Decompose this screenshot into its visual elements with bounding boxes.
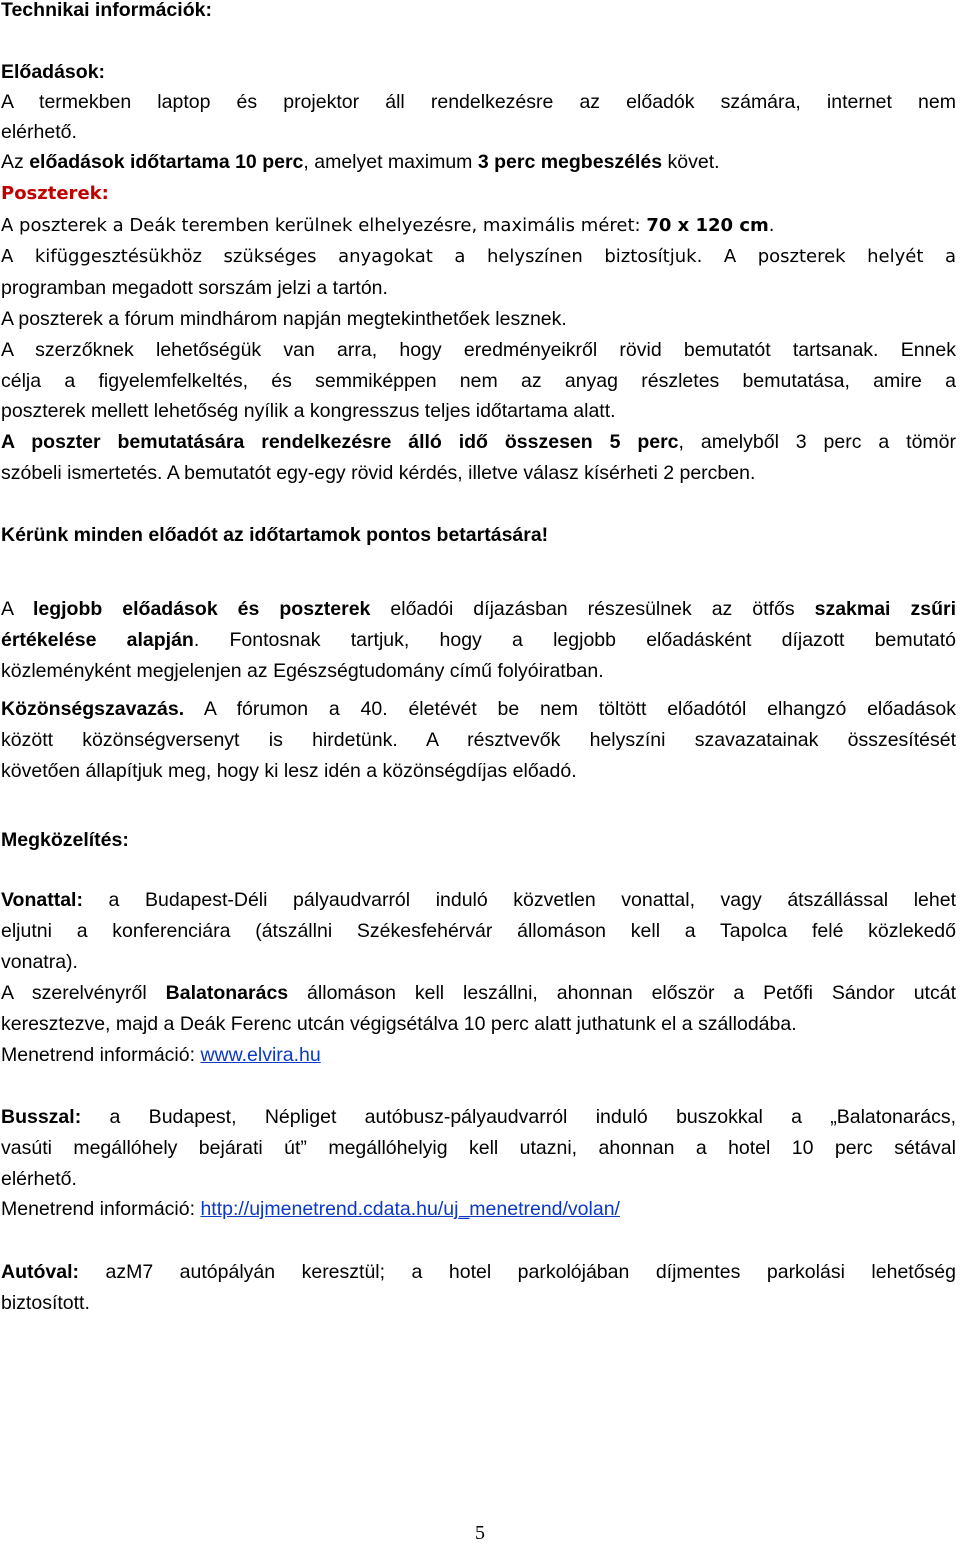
lectures-line-2: elérhető. bbox=[1, 121, 77, 143]
posters-line-3: programban megadott sorszám jelzi a tartón. bbox=[1, 277, 388, 299]
bus-line-3: elérhető. bbox=[1, 1168, 77, 1190]
awards-line-3: közleményként megjelenjen az Egészségtudomány című folyóiratban. bbox=[1, 660, 604, 682]
posters-line-5: A szerzőknek lehetőségük van arra, hogy eredményeikről rövid bemutatót tartsanak. Ennek bbox=[1, 339, 956, 361]
lectures-heading: Előadások: bbox=[1, 61, 106, 83]
train-line-2: eljutni a konferenciára (átszállni Székesfehérvár állomáson kell a Tapolca felé közlekedő bbox=[1, 920, 956, 942]
train-timetable: Menetrend információ: www.elvira.hu bbox=[1, 1044, 321, 1066]
train-line-5: keresztezve, majd a Deák Ferenc utcán végigsétálva 10 perc alatt juthatunk el a szállodába. bbox=[1, 1013, 797, 1035]
approach-heading: Megközelítés: bbox=[1, 829, 129, 851]
vote-line-2: között közönségversenyt is hirdetünk. A résztvevők helyszíni szavazatainak összesítését bbox=[1, 729, 956, 751]
posters-line-1: A poszterek a Deák teremben kerülnek elhelyezésre, maximális méret: 70 x 120 cm. bbox=[1, 215, 775, 236]
posters-heading: Poszterek: bbox=[1, 183, 109, 204]
car-line-1: Autóval: azM7 autópályán keresztül; a hotel parkolójában díjmentes parkolási lehetőség bbox=[1, 1261, 956, 1283]
page-number: 5 bbox=[475, 1522, 485, 1544]
posters-line-2: A kifüggesztésükhöz szükséges anyagokat a helyszínen biztosítjuk. A poszterek helyét a bbox=[1, 246, 956, 267]
posters-line-7: poszterek mellett lehetőség nyílik a kongresszus teljes időtartama alatt. bbox=[1, 400, 616, 422]
train-line-1: Vonattal: a Budapest-Déli pályaudvarról induló közvetlen vonattal, vagy átszállással lehet bbox=[1, 889, 956, 911]
bus-line-1: Busszal: a Budapest, Népliget autóbusz-pályaudvarról induló buszokkal a „Balatonarács, bbox=[1, 1106, 956, 1128]
elvira-link[interactable]: www.elvira.hu bbox=[200, 1044, 321, 1066]
posters-line-9: szóbeli ismertetés. A bemutatót egy-egy rövid kérdés, illetve válasz kísérheti 2 percben. bbox=[1, 462, 756, 484]
posters-line-4: A poszterek a fórum mindhárom napján megtekinthetőek lesznek. bbox=[1, 308, 567, 330]
posters-line-8: A poszter bemutatására rendelkezésre álló idő összesen 5 perc, amelyből 3 perc a tömör bbox=[1, 431, 956, 453]
train-line-4: A szerelvényről Balatonarács állomáson kell leszállni, ahonnan először a Petőfi Sándor utcát bbox=[1, 982, 956, 1004]
vote-line-3: követően állapítjuk meg, hogy ki lesz idén a közönségdíjas előadó. bbox=[1, 760, 577, 782]
bus-timetable: Menetrend információ: http://ujmenetrend.cdata.hu/uj_menetrend/volan/ bbox=[1, 1198, 620, 1220]
vote-line-1: Közönségszavazás. A fórumon a 40. életévét be nem töltött előadótól elhangzó előadások bbox=[1, 698, 956, 720]
bus-line-2: vasúti megállóhely bejárati út” megállóhelyig kell utazni, ahonnan a hotel 10 perc sétával bbox=[1, 1137, 956, 1159]
posters-line-6: célja a figyelemfelkeltés, és semmiképpen nem az anyag részletes bemutatása, amire a bbox=[1, 370, 956, 392]
technical-heading: Technikai információk: bbox=[1, 0, 212, 21]
awards-line-1: A legjobb előadások és poszterek előadói díjazásban részesülnek az ötfős szakmai zsűri bbox=[1, 598, 956, 620]
lectures-line-3: Az előadások időtartama 10 perc, amelyet maximum 3 perc megbeszélés követ. bbox=[1, 151, 720, 173]
lectures-line-1: A termekben laptop és projektor áll rendelkezésre az előadók számára, internet nem bbox=[1, 91, 956, 113]
timing-request: Kérünk minden előadót az időtartamok pontos betartására! bbox=[1, 524, 549, 546]
awards-line-2: értékelése alapján. Fontosnak tartjuk, hogy a legjobb előadásként díjazott bemutató bbox=[1, 629, 956, 651]
car-line-2: biztosított. bbox=[1, 1292, 90, 1314]
train-line-3: vonatra). bbox=[1, 951, 78, 973]
volan-link[interactable]: http://ujmenetrend.cdata.hu/uj_menetrend/volan/ bbox=[200, 1198, 620, 1220]
